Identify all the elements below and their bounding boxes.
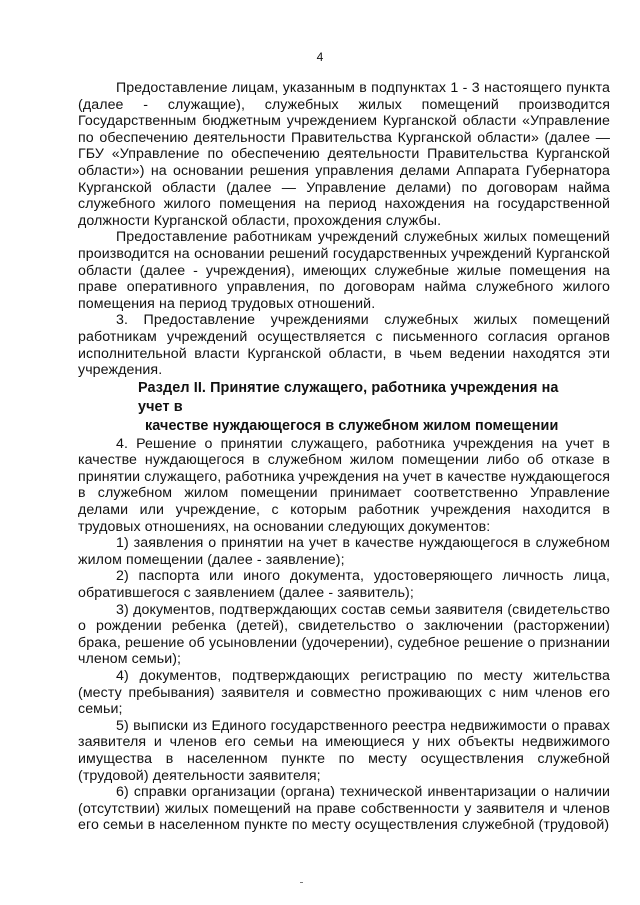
list-item-5: 5) выписки из Единого государственного реестра недвижимости о правах заявителя и членов его семьи на имеющиеся у них объекты недвижимого имущества в населенном пункте по месту осуществления служебной (трудовой) деятельности заявителя; xyxy=(78,717,610,784)
section-heading-line2: качестве нуждающегося в служебном жилом помещении xyxy=(145,417,559,434)
scan-dot xyxy=(300,882,303,883)
paragraph-provision-employees: Предоставление лицам, указанным в подпунктах 1 - 3 настоящего пункта (далее - служащие), служебных жилых помещений производится Государственным бюджетным учреждением Курганской области «Управление по обеспечению деятельности Правительства Курганской области» (далее — ГБУ «Управление по обеспечению деятельности Правительства Курганской области») на основании решения управления делами Аппарата Губернатора Курганской области (далее — Управление делами) по договорам найма служебного жилого помещения на период нахождения на государственной должности Курганской области, прохождения службы. xyxy=(78,80,610,229)
page-number: 4 xyxy=(316,50,324,64)
list-item-1: 1) заявления о принятии на учет в качестве нуждающегося в служебном жилом помещении (далее - заявление); xyxy=(78,535,610,568)
list-item-4: 4) документов, подтверждающих регистрацию по месту жительства (месту пребывания) заявителя и совместно проживающих с ним членов его семьи; xyxy=(78,668,610,718)
list-item-2: 2) паспорта или иного документа, удостоверяющего личность лица, обратившегося с заявлением (далее - заявитель); xyxy=(78,568,610,602)
list-item-6: 6) справки организации (органа) технической инвентаризации о наличии (отсутствии) жилых помещений на праве собственности у заявителя и членов его семьи в населенном пункте по месту осуществления служебной (трудовой) xyxy=(78,784,610,834)
section-heading-line1: Раздел II. Принятие служащего, работника учреждения на учет в xyxy=(138,379,559,415)
paragraph-item-3: 3. Предоставление учреждениями служебных жилых помещений работникам учреждений осуществляется с письменного согласия органов исполнительной власти Курганской области, в чьем ведении находятся эти учреждения. xyxy=(78,312,610,379)
section-heading xyxy=(78,379,610,436)
paragraph-provision-workers: Предоставление работникам учреждений служебных жилых помещений производится на основании решений государственных учреждений Курганской области (далее - учреждения), имеющих служебные жилые помещения на праве оперативного управления, по договорам найма служебного жилого помещения на период трудовых отношений. xyxy=(78,229,610,312)
document-body xyxy=(78,80,610,834)
list-item-3: 3) документов, подтверждающих состав семьи заявителя (свидетельство о рождении ребенка (детей), свидетельство о заключении (расторжении) брака, решение об усыновлении (удочерении), судебное решение о признании членом семьи); xyxy=(78,601,610,668)
paragraph-item-4: 4. Решение о принятии служащего, работника учреждения на учет в качестве нуждающегося в служебном жилом помещении либо об отказе в принятии служащего, работника учреждения на учет в качестве нуждающегося в служебном жилом помещении принимает соответственно Управление делами или учреждение, с которым работник учреждения находится в трудовых отношениях, на основании следующих документов: xyxy=(78,435,610,535)
